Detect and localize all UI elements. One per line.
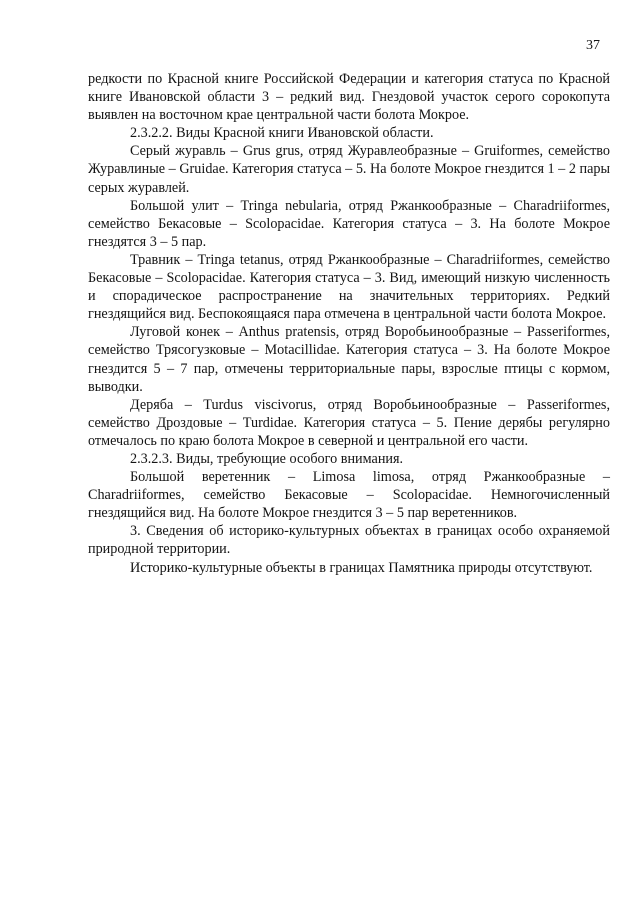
paragraph-anthus-pratensis: Луговой конек – Anthus pratensis, отряд Воробьинообразные – Passeriformes, семейство Трясогузковые – Motacillidae. Категория статуса – 3. На болоте Мокрое гнездится 5 – 7 пар, отмечены территориальные пары, взрослые птицы с кормом, выводки. [88,324,610,395]
section-heading-2-3-2-3: 2.3.2.3. Виды, требующие особого внимания. [130,450,404,467]
section-heading-2-3-2-2: 2.3.2.2. Виды Красной книги Ивановской области. [130,125,434,142]
paragraph-turdus-viscivorus: Деряба – Turdus viscivorus, отряд Воробьинообразные – Passeriformes, семейство Дроздовые – Turdidae. Категория статуса – 5. Пение дерябы регулярно отмечалось по краю болота Мокрое в северной и центральной его части. [88,396,610,449]
paragraph-limosa-limosa: Большой веретенник – Limosa limosa, отряд Ржанкообразные – Charadriiformes, семейство Бекасовые – Scolopacidae. Немногочисленный гнездящийся вид. На болоте Мокрое гнездится 3 – 5 пар веретенников. [88,469,610,522]
text-body [88,70,610,577]
page-number: 37 [586,38,600,53]
section-heading-3: 3. Сведения об историко-культурных объектах в границах особо охраняемой природной территории. [88,523,610,558]
paragraph-red-book-continuation: редкости по Красной книге Российской Федерации и категория статуса по Красной книге Ивановской области 3 – редкий вид. Гнездовой участок серого сорокопута выявлен на восточном крае центральной части болота Мокрое. [88,71,610,124]
paragraph-grus-grus: Серый журавль – Grus grus, отряд Журавлеобразные – Gruiformes, семейство Журавлиные – Gruidae. Категория статуса – 5. На болоте Мокрое гнездится 1 – 2 пары серых журавлей. [88,143,610,196]
paragraph-cultural-objects: Историко-культурные объекты в границах Памятника природы отсутствуют. [130,559,593,576]
paragraph-tringa-nebularia: Большой улит – Tringa nebularia, отряд Ржанкообразные – Charadriiformes, семейство Бекасовые – Scolopacidae. Категория статуса – 3. На болоте Мокрое гнездятся 3 – 5 пар. [88,197,610,250]
paragraph-tringa-tetanus: Травник – Tringa tetanus, отряд Ржанкообразные – Charadriiformes, семейство Бекасовые – Scolopacidae. Категория статуса – 3. Вид, имеющий низкую численность и спорадическое распространение на значительных территориях. Редкий гнездящийся вид. Беспокоящаяся пара отмечена в центральной части болота Мокрое. [88,251,610,323]
